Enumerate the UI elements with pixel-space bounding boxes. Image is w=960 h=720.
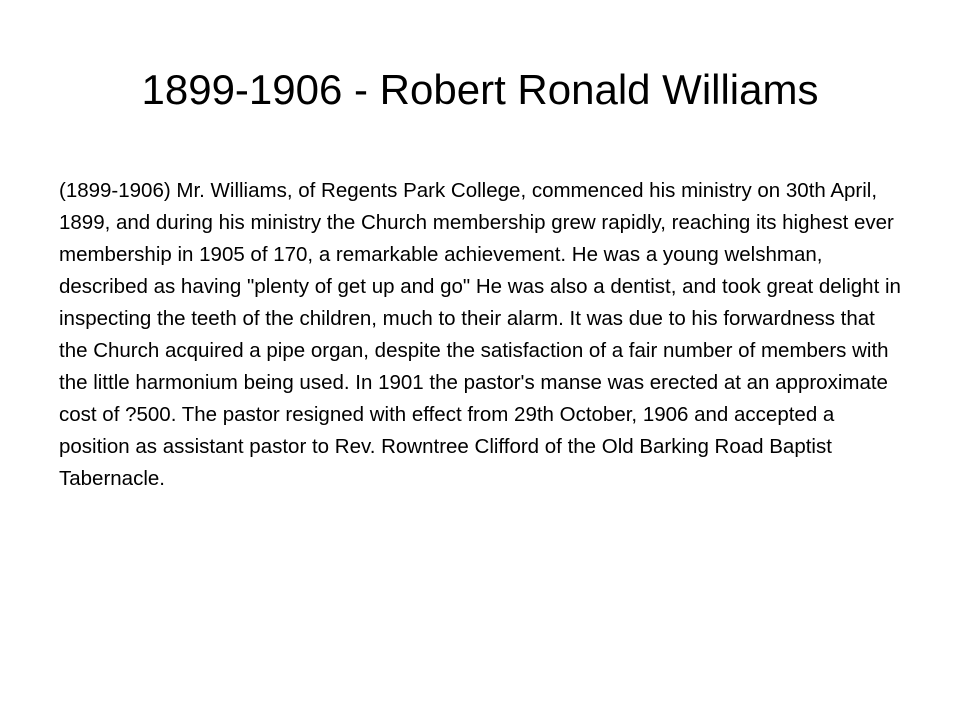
slide-body-text: (1899-1906) Mr. Williams, of Regents Park College, commenced his ministry on 30th April, 1899, and during his ministry the Church membership grew rapidly, reaching its highest ever membership in 1905 of 170, a remarkable achievement. He was a young welshman, described as having "plenty of get up and go" He was also a dentist, and took great delight in inspecting the teeth of the children, much to their alarm. It was due to his forwardness that the Church acquired a pipe organ, despite the satisfaction of a fair number of members with the little harmonium being used. In 1901 the pastor's manse was erected at an approximate cost of ?500. The pastor resigned with effect from 29th October, 1906 and accepted a position as assistant pastor to Rev. Rowntree Clifford of the Old Barking Road Baptist Tabernacle. (59, 179, 901, 490)
slide-title: 1899-1906 - Robert Ronald Williams (141, 66, 819, 113)
